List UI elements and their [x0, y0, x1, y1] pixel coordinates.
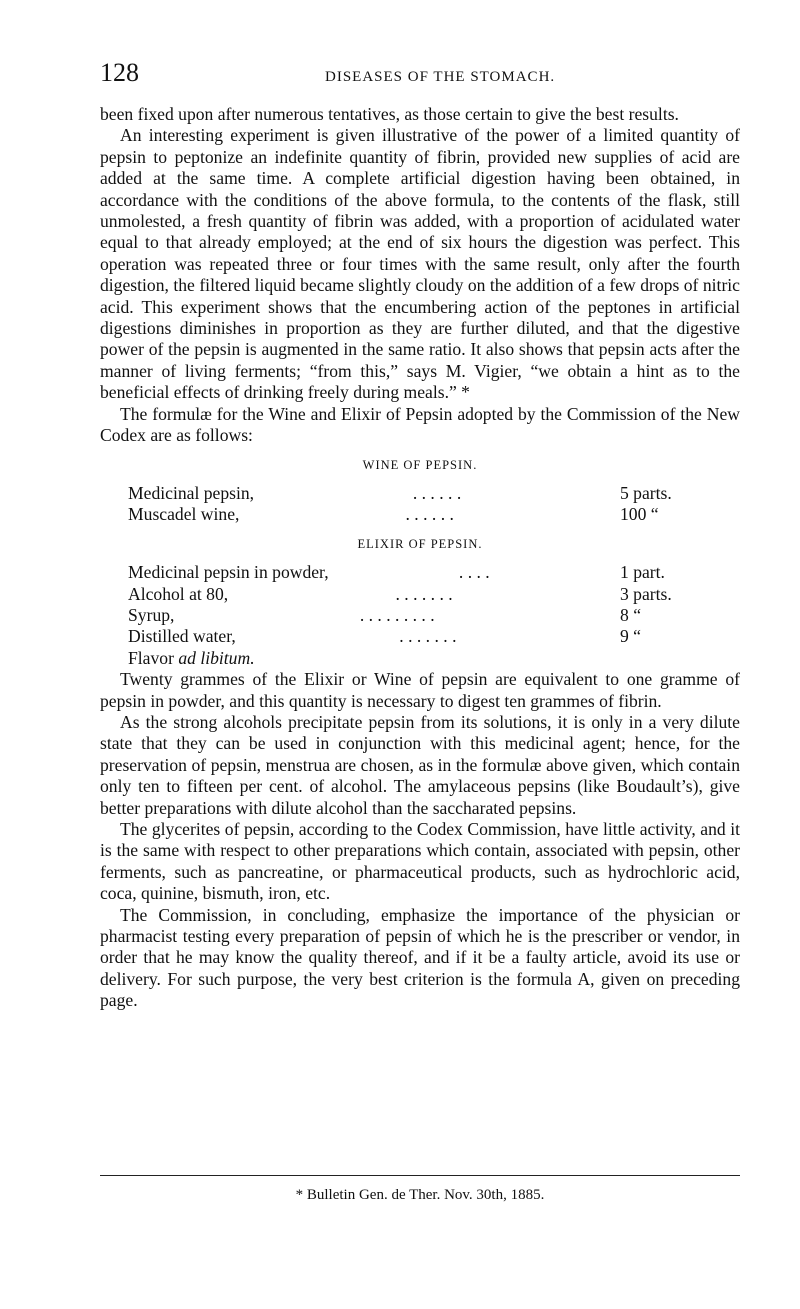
paragraph: The formulæ for the Wine and Elixir of Pepsin adopted by the Commission of the New Codex are as follows:	[100, 403, 740, 446]
formula-row	[128, 605, 695, 626]
paragraph: An interesting experiment is given illustrative of the power of a limited quantity of pepsin to peptonize an indefinite quantity of fibrin, provided new supplies of acid are added at the same time. A complete artificial digestion having been obtained, in accordance with the conditions of the above formula, to the contents of the flask, still unmolested, a fresh quantity of fibrin was added, with a proportion of acidulated water equal to that already employed; at the end of six hours the digestion was perfect. This operation was repeated three or four times with the same result, only after the fourth digestion, the filtered liquid became slightly cloudy on the addition of a few drops of nitric acid. This experiment shows that the encumbering action of the peptones in artificial digestions diminishes in proportion as they are further diluted, and that the digestive power of the pepsin is augmented in the same ratio. It also shows that pepsin acts after the manner of living ferments; “from this,” says M. Vigier, “we obtain a hint as to the beneficial effects of drinking freely during meals.” *	[100, 125, 740, 403]
ingredient-label: Distilled water,	[128, 626, 236, 647]
running-head: DISEASES OF THE STOMACH.	[325, 69, 556, 85]
formula-row	[128, 562, 695, 583]
paragraph: The Commission, in concluding, emphasize the importance of the physician or pharmacist testing every preparation of pepsin of which he is the prescriber or vendor, in order that he may know the quality thereof, and if it be a faulty article, avoid its use or delivery. For such purpose, the very best criterion is the formula A, given on preceding page.	[100, 904, 740, 1011]
flavor-prefix: Flavor	[128, 647, 174, 668]
page-number: 128	[100, 58, 139, 87]
flavor-italic: ad libitum.	[178, 647, 255, 668]
ingredient-amount: 5 parts.	[619, 482, 672, 503]
wine-formula-title: WINE OF PEPSIN.	[362, 457, 478, 472]
paragraph: The glycerites of pepsin, according to the Codex Commission, have little activity, and it is the same with respect to other preparations which contain, associated with pepsin, other ferments, such as pancreatine, or pharmaceutical products, such as hydrochloric acid, coca, quinine, bismuth, iron, etc.	[100, 819, 740, 904]
formula-row	[128, 626, 695, 647]
paragraph: been fixed upon after numerous tentatives, as those certain to give the best results.	[100, 104, 679, 124]
ingredient-amount: 8 “	[620, 604, 642, 625]
leader-dots: . . . . . . . . .	[359, 604, 435, 625]
paragraph: As the strong alcohols precipitate pepsin from its solutions, it is only in a very dilute state that they can be used in conjunction with this medicinal agent; hence, for the preservation of pepsin, menstrua are chosen, as in the formulæ above given, which contain only ten to fifteen per cent. of alcohol. The amylaceous pepsins (like Boudault’s), give better preparations with dilute alcohol than the saccharated pepsins.	[100, 711, 740, 818]
ingredient-label: Muscadel wine,	[128, 504, 240, 525]
wine-formula	[128, 483, 695, 526]
leader-dots: . . . . . . .	[399, 626, 457, 647]
leader-dots: . . . . . .	[405, 504, 454, 525]
page-header	[100, 58, 740, 94]
ingredient-amount: 9 “	[619, 626, 641, 647]
elixir-formula-title: ELIXIR OF PEPSIN.	[357, 536, 483, 551]
leader-dots: . . . . . . .	[395, 583, 453, 604]
ingredient-label: Medicinal pepsin,	[128, 482, 255, 503]
body-text	[100, 104, 740, 1012]
leader-dots: . . . .	[458, 562, 490, 583]
ingredient-label: Medicinal pepsin in powder,	[128, 562, 329, 583]
formula-row	[128, 504, 695, 525]
ingredient-label: Syrup,	[128, 604, 175, 625]
footnote: * Bulletin Gen. de Ther. Nov. 30th, 1885.	[295, 1187, 545, 1203]
formula-row	[128, 483, 695, 504]
paragraph: Twenty grammes of the Elixir or Wine of pepsin are equivalent to one gramme of pepsin in powder, and this quantity is necessary to digest ten grammes of fibrin.	[100, 669, 740, 711]
footnote-rule	[100, 1175, 740, 1176]
leader-dots: . . . . . .	[412, 482, 462, 503]
formula-row	[128, 584, 695, 605]
elixir-formula	[128, 562, 695, 669]
ingredient-amount: 100 “	[619, 504, 659, 525]
flavor-line	[128, 648, 695, 669]
ingredient-amount: 1 part.	[620, 562, 665, 583]
ingredient-amount: 3 parts.	[619, 583, 672, 604]
ingredient-label: Alcohol at 80,	[128, 583, 229, 604]
